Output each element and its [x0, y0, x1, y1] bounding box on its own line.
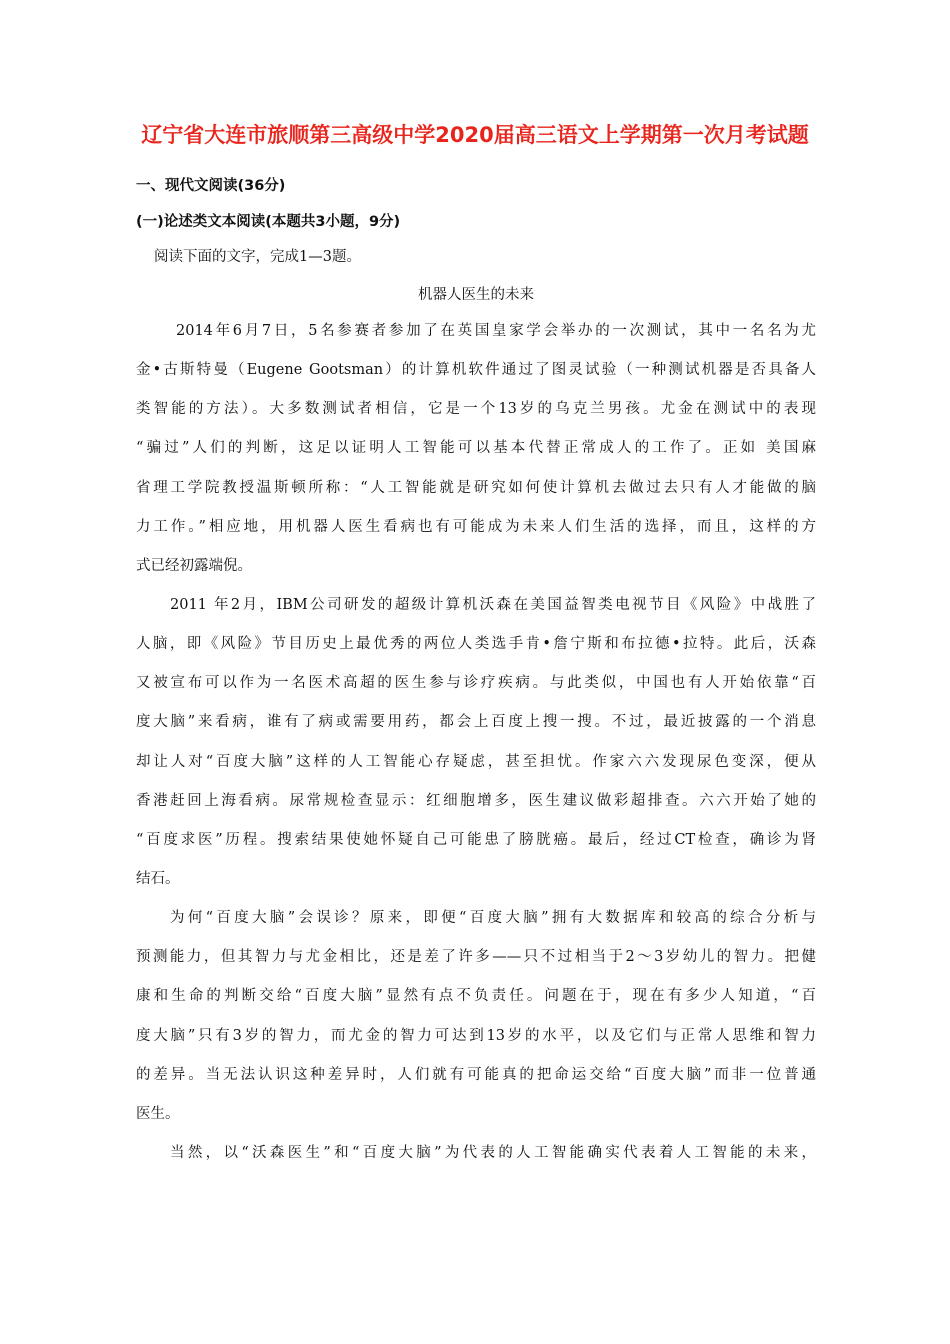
paragraph-2-line-6: 香港赶回上海看病。尿常规检查显示：红细胞增多，医生建议做彩超排查。六六开始了她的	[136, 793, 816, 809]
paragraph-2-line-1: 2011 年2月，IBM公司研发的超级计算机沃森在美国益智类电视节目《风险》中战胜了	[170, 597, 816, 613]
paragraph-3-line-5: 的差异。当无法认识这种差异时，人们就有可能真的把命运交给“百度大脑”而非一位普通	[136, 1067, 816, 1083]
paragraph-2-line-3: 又被宣布可以作为一名医术高超的医生参与诊疗疾病。与此类似，中国也有人开始依靠“百	[136, 675, 816, 691]
paragraph-1-line-2: 金•古斯特曼（Eugene Gootsman）的计算机软件通过了图灵试验（一种测试机器是否具备人	[136, 362, 816, 378]
subsection-heading: (一)论述类文本阅读(本题共3小题，9分)	[136, 214, 401, 230]
document-title: 辽宁省大连市旅顺第三高级中学2020届高三语文上学期第一次月考试题	[141, 123, 809, 147]
paragraph-3-line-1: 为何“百度大脑”会误诊？原来，即便“百度大脑”拥有大数据库和较高的综合分析与	[170, 910, 816, 926]
paragraph-1-line-7: 式已经初露端倪。	[136, 558, 252, 574]
paragraph-1-line-6: 力工作。”相应地，用机器人医生看病也有可能成为未来人们生活的选择，而且，这样的方	[136, 519, 816, 535]
paragraph-2-line-2: 人脑，即《风险》节目历史上最优秀的两位人类选手肯•詹宁斯和布拉德•拉特。此后，沃森	[136, 636, 816, 652]
paragraph-1-line-5: 省理工学院教授温斯顿所称：“人工智能就是研究如何使计算机去做过去只有人才能做的脑	[136, 480, 816, 496]
paragraph-3-line-2: 预测能力，但其智力与尤金相比，还是差了许多——只不过相当于2～3岁幼儿的智力。把健	[136, 949, 816, 965]
reading-instruction: 阅读下面的文字，完成1—3题。	[154, 249, 361, 265]
section-heading: 一、现代文阅读(36分)	[136, 178, 286, 194]
paragraph-3-line-3: 康和生命的判断交给“百度大脑”显然有点不负责任。问题在于，现在有多少人知道，“百	[136, 988, 816, 1004]
paragraph-2-line-8: 结石。	[136, 871, 180, 887]
paragraph-2-line-5: 却让人对“百度大脑”这样的人工智能心存疑虑，甚至担忧。作家六六发现尿色变深，便从	[136, 754, 816, 770]
paragraph-3-line-6: 医生。	[136, 1106, 180, 1122]
article-title: 机器人医生的未来	[418, 287, 534, 303]
paragraph-1-line-3: 类智能的方法）。大多数测试者相信，它是一个13岁的乌克兰男孩。尤金在测试中的表现	[136, 401, 816, 417]
paragraph-2-line-4: 度大脑”来看病，谁有了病或需要用药，都会上百度上搜一搜。不过，最近披露的一个消息	[136, 714, 816, 730]
paragraph-1-line-4: “骗过”人们的判断，这足以证明人工智能可以基本代替正常成人的工作了。正如 美国麻	[136, 440, 816, 456]
paragraph-1-line-1: 2014年6月7日，5名参赛者参加了在英国皇家学会举办的一次测试，其中一名名为尤	[176, 323, 816, 339]
paragraph-3-line-4: 度大脑”只有3岁的智力，而尤金的智力可达到13岁的水平，以及它们与正常人思维和智力	[136, 1028, 816, 1044]
paragraph-4-line-1: 当然，以“沃森医生”和“百度大脑”为代表的人工智能确实代表着人工智能的未来，	[170, 1145, 816, 1161]
paragraph-2-line-7: “百度求医”历程。搜索结果使她怀疑自己可能患了膀胱癌。最后，经过CT检查，确诊为肾	[136, 832, 816, 848]
